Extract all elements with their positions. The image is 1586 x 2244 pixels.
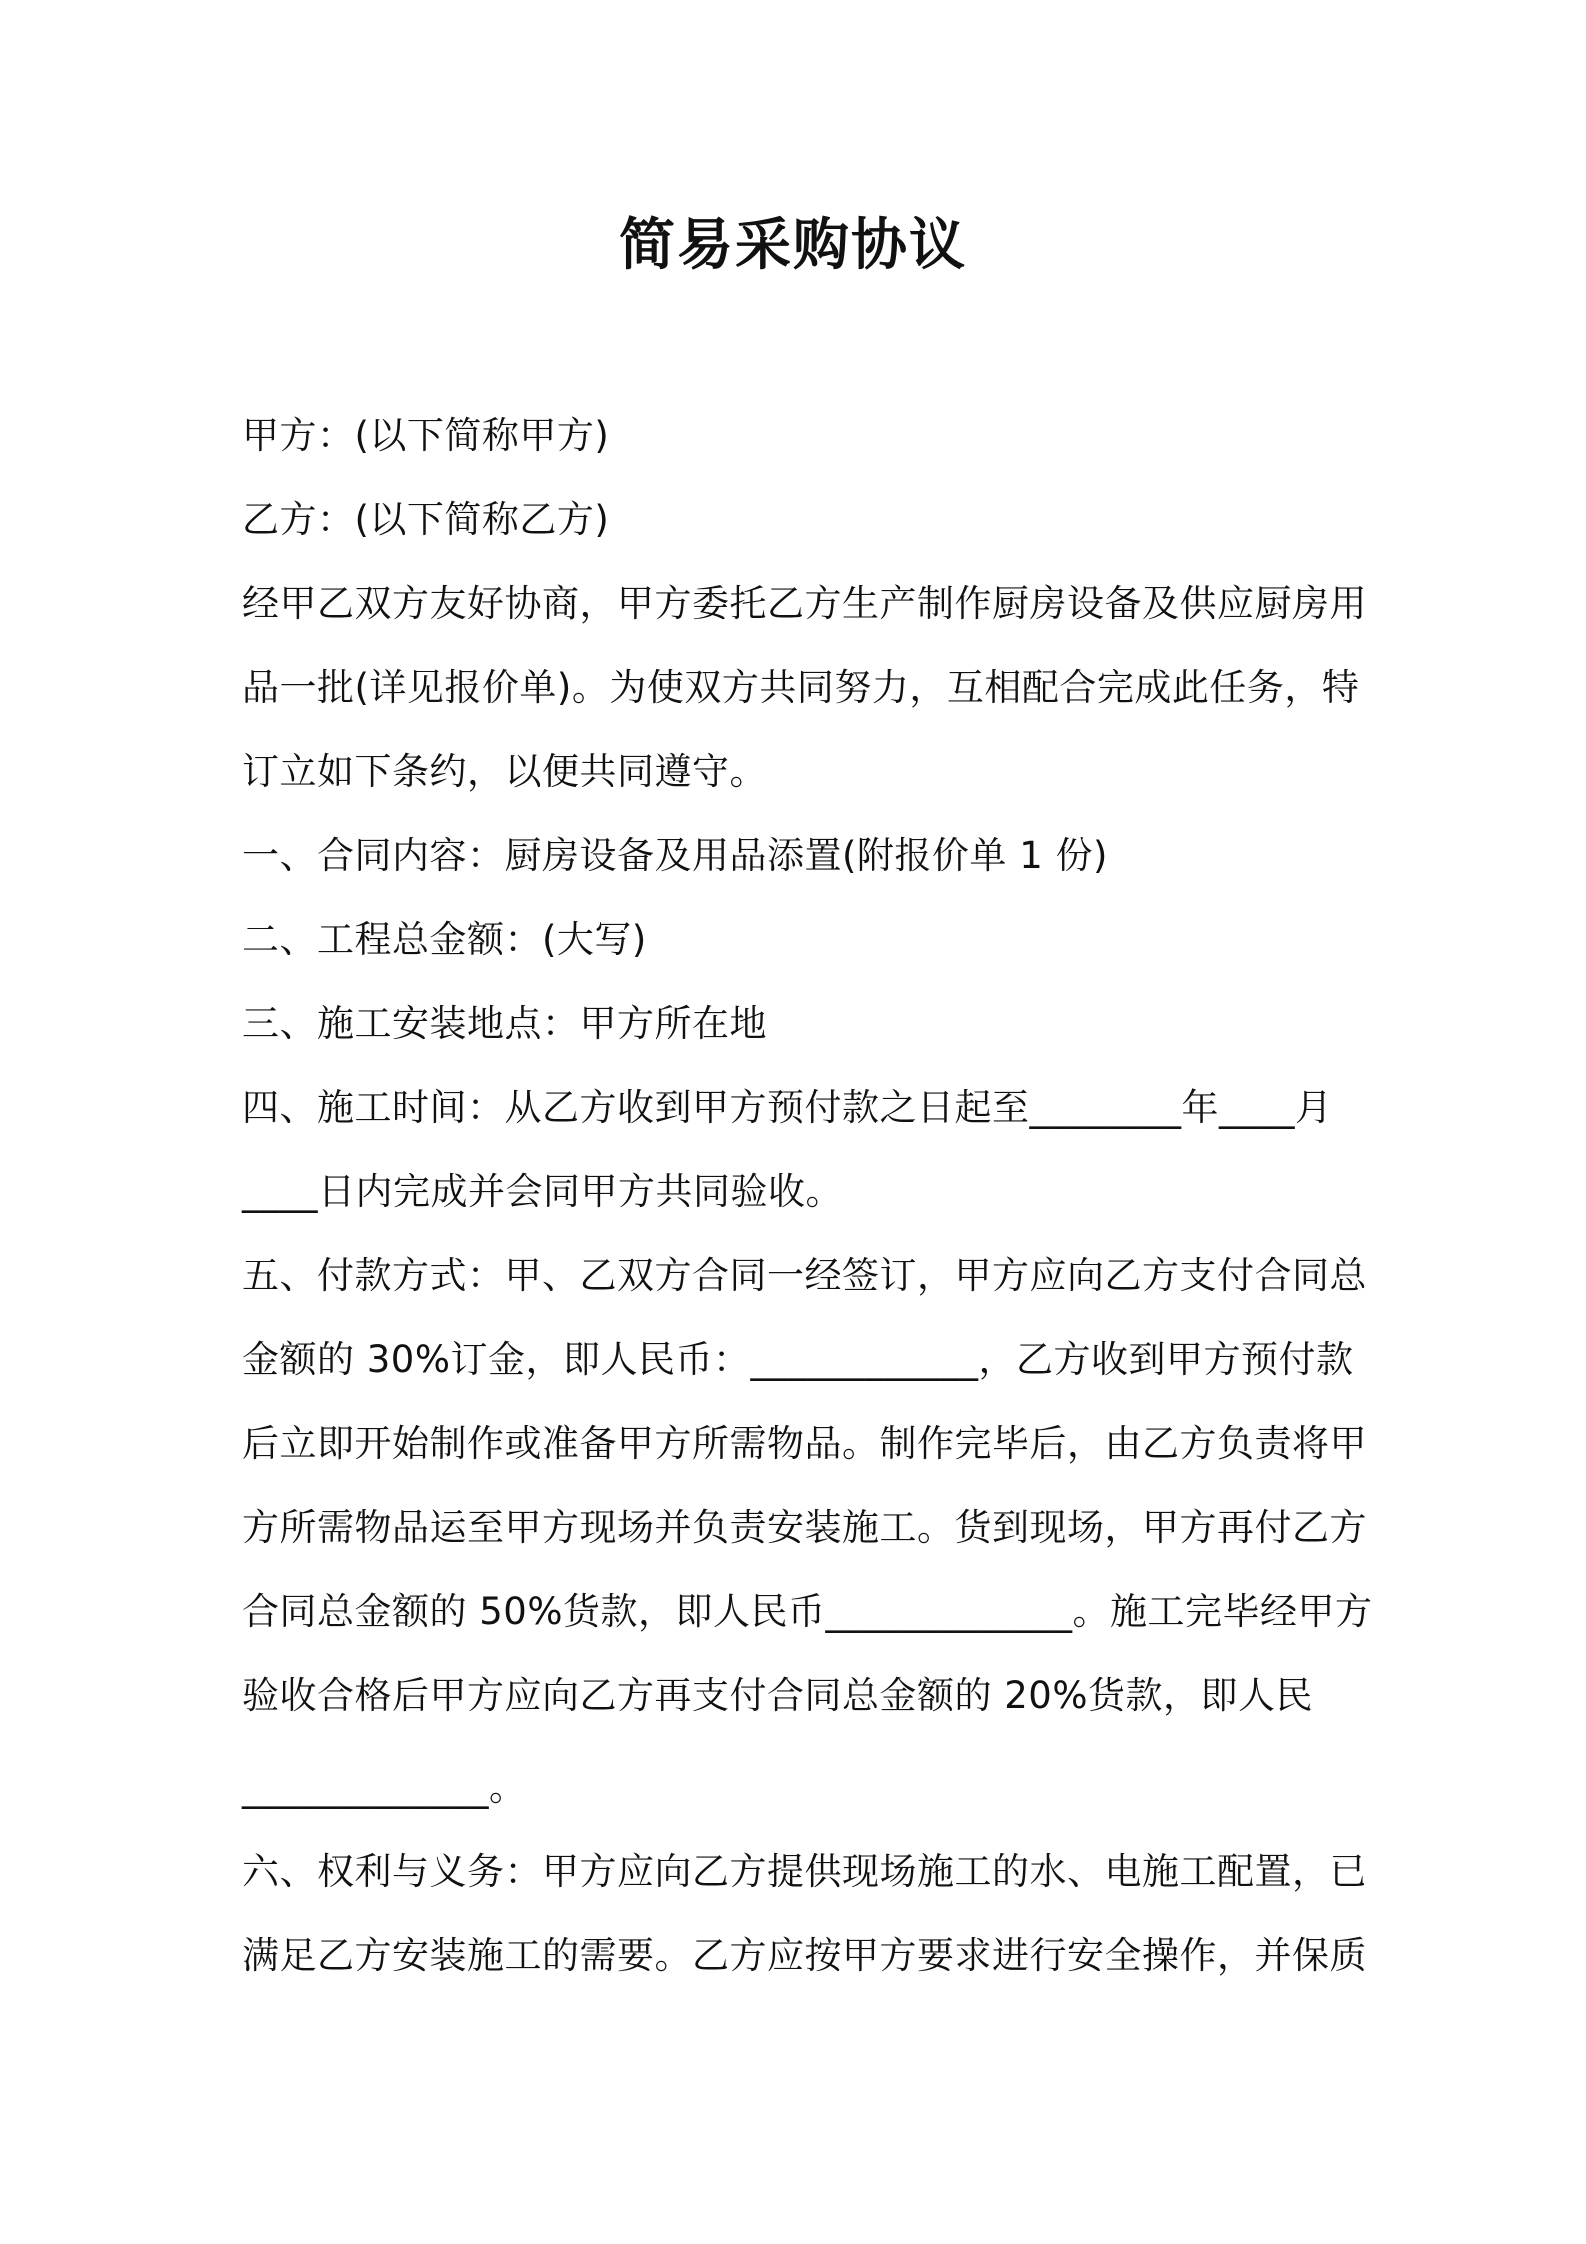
party-b-line: 乙方：(以下简称乙方) bbox=[242, 498, 610, 541]
clause-4-line-1: 四、施工时间：从乙方收到甲方预付款之日起至________年____月 bbox=[242, 1086, 1333, 1129]
party-a-line: 甲方：(以下简称甲方) bbox=[242, 414, 610, 457]
clause-6-line-1: 六、权利与义务：甲方应向乙方提供现场施工的水、电施工配置，已 bbox=[242, 1850, 1367, 1893]
intro-line-1: 经甲乙双方友好协商，甲方委托乙方生产制作厨房设备及供应厨房用 bbox=[242, 582, 1367, 625]
clause-5-line-7: _____________。 bbox=[242, 1766, 527, 1809]
clause-3-line: 三、施工安装地点：甲方所在地 bbox=[242, 1002, 767, 1045]
document-title: 简易采购协议 bbox=[619, 213, 967, 278]
intro-line-2: 品一批(详见报价单)。为使双方共同努力，互相配合完成此任务，特 bbox=[242, 666, 1360, 709]
intro-line-3: 订立如下条约，以便共同遵守。 bbox=[242, 750, 767, 793]
clause-5-line-1: 五、付款方式：甲、乙双方合同一经签订，甲方应向乙方支付合同总 bbox=[242, 1254, 1367, 1297]
clause-5-line-6: 验收合格后甲方应向乙方再支付合同总金额的 20%货款，即人民 bbox=[242, 1674, 1313, 1717]
clause-4-line-2: ____日内完成并会同甲方共同验收。 bbox=[242, 1170, 843, 1213]
clause-5-line-4: 方所需物品运至甲方现场并负责安装施工。货到现场，甲方再付乙方 bbox=[242, 1506, 1367, 1549]
clause-5-line-3: 后立即开始制作或准备甲方所需物品。制作完毕后，由乙方负责将甲 bbox=[242, 1422, 1367, 1465]
clause-1-line: 一、合同内容：厨房设备及用品添置(附报价单 1 份) bbox=[242, 834, 1108, 877]
clause-2-line: 二、工程总金额：(大写) bbox=[242, 918, 647, 961]
clause-6-line-2: 满足乙方安装施工的需要。乙方应按甲方要求进行安全操作，并保质 bbox=[242, 1934, 1367, 1977]
clause-5-line-2: 金额的 30%订金，即人民币：____________，乙方收到甲方预付款 bbox=[242, 1338, 1354, 1381]
clause-5-line-5: 合同总金额的 50%货款，即人民币_____________。施工完毕经甲方 bbox=[242, 1590, 1373, 1633]
